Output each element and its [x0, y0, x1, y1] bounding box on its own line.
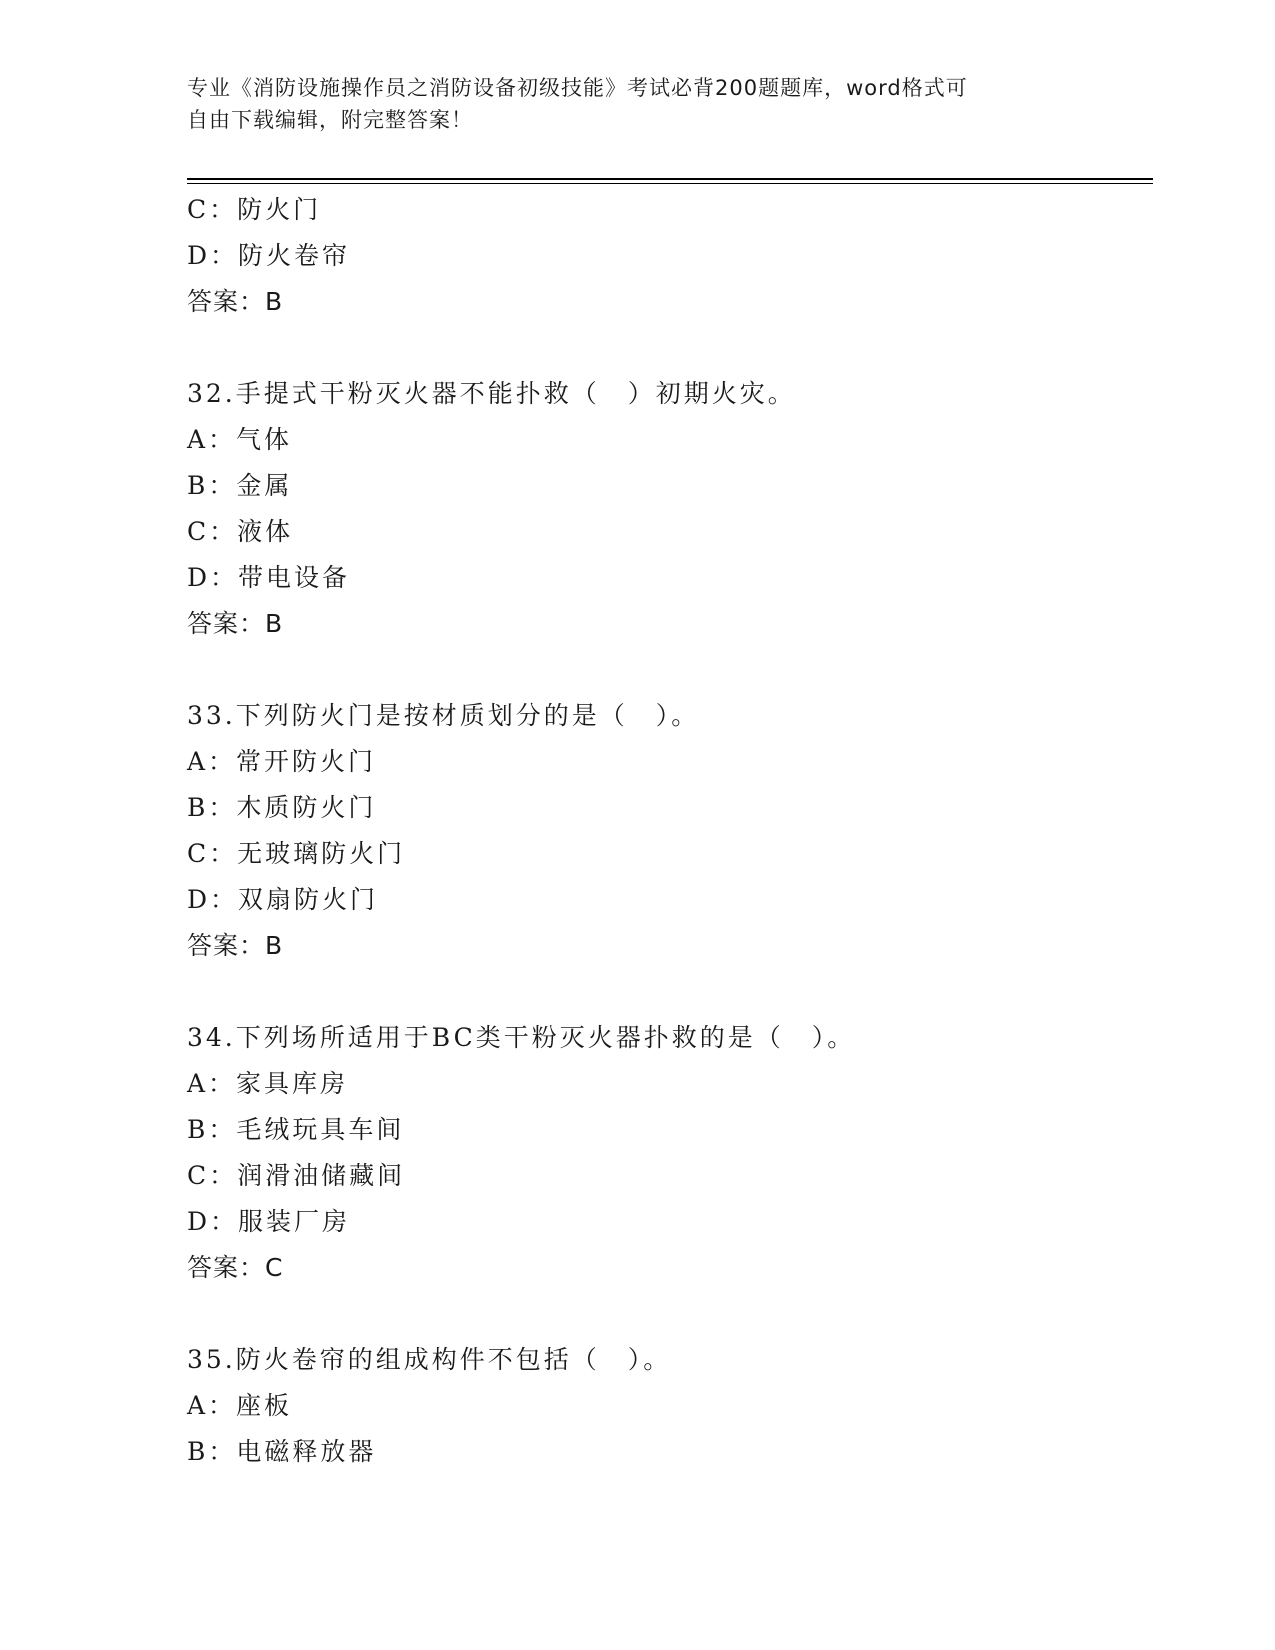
option-c: C：润滑油储藏间 [187, 1161, 406, 1190]
option-a: A：座板 [187, 1391, 293, 1420]
document-header [187, 72, 1087, 136]
question-stem: 32.手提式干粉灭火器不能扑救（ ）初期火灾。 [187, 379, 796, 408]
option-b: B：木质防火门 [187, 793, 377, 822]
header-title-line-1: 专业《消防设施操作员之消防设备初级技能》考试必背200题题库，word格式可 [187, 76, 968, 100]
question-31-continued [187, 187, 1147, 325]
option-d: D：服装厂房 [187, 1207, 351, 1236]
option-d: D：防火卷帘 [187, 241, 351, 270]
question-stem: 34.下列场所适用于BC类干粉灭火器扑救的是（ ）。 [187, 1023, 856, 1052]
answer-line: 答案：B [187, 287, 284, 316]
option-c: C：无玻璃防火门 [187, 839, 406, 868]
option-a: A：常开防火门 [187, 747, 377, 776]
question-33 [187, 693, 1147, 969]
option-a: A：气体 [187, 425, 293, 454]
question-stem: 35.防火卷帘的组成构件不包括（ ）。 [187, 1345, 672, 1374]
question-32 [187, 371, 1147, 647]
header-title-line-2: 自由下载编辑，附完整答案！ [187, 108, 473, 132]
header-divider-thin [187, 183, 1153, 184]
answer-line: 答案：B [187, 609, 284, 638]
option-d: D：带电设备 [187, 563, 351, 592]
option-d: D：双扇防火门 [187, 885, 379, 914]
question-stem: 33.下列防火门是按材质划分的是（ ）。 [187, 701, 700, 730]
option-c: C：防火门 [187, 195, 322, 224]
question-list [187, 187, 1147, 1475]
header-divider-thick [187, 178, 1153, 180]
option-c: C：液体 [187, 517, 294, 546]
question-34 [187, 1015, 1147, 1291]
option-b: B：金属 [187, 471, 293, 500]
question-35 [187, 1337, 1147, 1475]
option-a: A：家具库房 [187, 1069, 349, 1098]
answer-line: 答案：B [187, 931, 284, 960]
option-b: B：毛绒玩具车间 [187, 1115, 405, 1144]
answer-line: 答案：C [187, 1253, 284, 1282]
option-b: B：电磁释放器 [187, 1437, 377, 1466]
